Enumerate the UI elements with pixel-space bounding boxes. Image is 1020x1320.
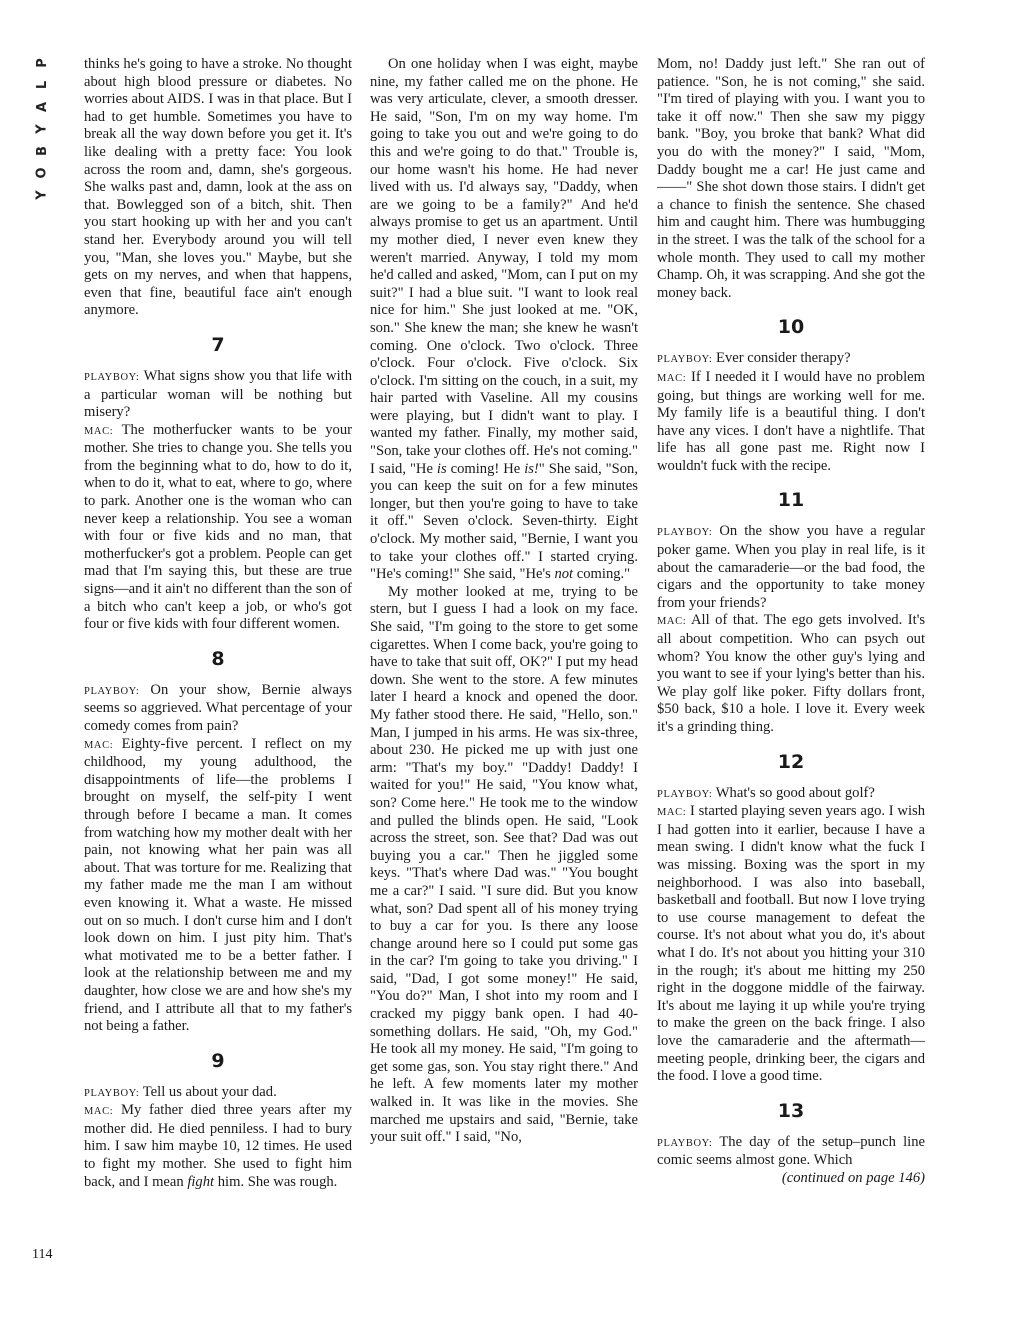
paragraph: thinks he's going to have a stroke. No thought about high blood pressure or diabetes. No worries about AIDS. I was in that place. But I had to get humble. Sometimes you have to break all the way down before you get it. It's like dealing with a pretty face: You look across the room and, damn, she's gorgeous. She walks past and, damn, look at the ass on that. Bowlegged son of a bitch, shit. Then you start hooking up with her and you can't stand her. Everybody around you will tell you, "Man, she loves you." Maybe, but she gets on my nerves, and when that happens, even that fine, beautiful face ain't enough anymore. (84, 56, 352, 319)
masthead-letter: Y (34, 124, 50, 134)
answer: MAC: All of that. The ego gets involved. It's all about competition. Who can psych out whom? You know the other guy's lying and you want to see if your lying's better than his. We play golf like poker. Fifty dollars front, $50 back, $10 a hole. I love it. Every week it's a grinding thing. (657, 612, 926, 735)
question-number: 13 (777, 1099, 805, 1122)
masthead-letter: O (35, 167, 50, 179)
question: PLAYBOY: What's so good about golf? (657, 784, 875, 801)
masthead-letter: B (34, 146, 50, 156)
speaker-label: MAC: (84, 425, 114, 437)
speaker-label: MAC: (657, 807, 687, 819)
masthead (30, 52, 56, 206)
speaker-label: PLAYBOY: (84, 685, 140, 697)
question-number: 8 (211, 647, 225, 670)
answer: MAC: I started playing seven years ago. I wish I had gotten into it earlier, because I have a mean swing. I didn't know what the fuck I was missing. Boxing was the sport in my neighborhood. I was also into baseball, basketball and football. But now I love trying to use course management to defeat the course. It's not about what you do, it's about what I do. It's not about you hitting your 310 in the rough; it's about me hitting my 250 right in the doggone middle of the fairway. It's about me laying it up while you're trying to make the green on the back fringe. I also love the camaraderie and the aftermath—meeting people, drinking beer, the cigars and the food. I love a good time. (657, 803, 925, 1085)
paragraph: My mother looked at me, trying to be stern, but I guess I had a look on my face. She said, "I'm going to the store to get some cigarettes. When I come back, you're going to have to take that suit off, OK?" I put my head down. She went to the store. A few minutes later I heard a knock and opened the door. My father stood there. He said, "Hello, son." Man, I jumped in his arms. He was six-three, about 230. He picked me up with just one arm: "That's my boy." "Daddy! Daddy! I waited for you!" He said, "You know what, son? Come here." He took me to the window and pulled the blinds open. He said, "Look across the street, son. See that? Dad was out buying you a car." Then he jiggled some keys. "That's where Dad was." "You bought me a car?" I said. "I sure did. But you know what, son? Dad spent all of his money trying to buy a car for you. Is there any loose change around here so I could put some gas in the car? I'm going to take you driving." I said, "Dad, I got some money!" He said, "You do?" Man, I shot into my room and I cracked my piggy bank open. I had 40-something dollars. He said, "Oh, my God." He took all my money. He said, "I'm going to get some gas, son. You stay right there." And he left. A few moments later my mother walked in. It was like in the movies. She marched me upstairs and said, "Bernie, take your suit off." I said, "No, (370, 583, 638, 1146)
masthead-letter: P (35, 58, 50, 68)
speaker-label: PLAYBOY: (657, 1137, 713, 1149)
speaker-label: PLAYBOY: (657, 788, 713, 800)
speaker-label: PLAYBOY: (657, 354, 713, 366)
column-1 (84, 56, 352, 1191)
answer: MAC: My father died three years after my mother did. He died penniless. I had to bury him. I saw him maybe 10, 12 times. He used to fight my mother. She used to fight him back, and I mean fight him. She was rough. (84, 1102, 352, 1190)
question: PLAYBOY: The day of the setup–punch line comic seems almost gone. Which (657, 1133, 925, 1169)
speaker-label: MAC: (657, 616, 687, 628)
question-number: 10 (777, 316, 805, 339)
speaker-label: PLAYBOY: (84, 371, 140, 383)
page-number: 114 (32, 1247, 53, 1262)
question: PLAYBOY: Ever consider therapy? (657, 350, 851, 367)
question: PLAYBOY: What signs show you that life with a particular woman will be nothing but misery? (84, 367, 353, 421)
question-number: 9 (211, 1049, 225, 1072)
question-number: 12 (777, 750, 805, 773)
speaker-label: MAC: (84, 1106, 114, 1118)
question: PLAYBOY: On your show, Bernie always seems so aggrieved. What percentage of your comedy comes from pain? (84, 681, 352, 734)
question: PLAYBOY: On the show you have a regular poker game. When you play in real life, is it about the camaraderie—or the bad food, the cigars and the opportunity to take money from your friends? (657, 523, 925, 611)
answer: MAC: Eighty-five percent. I reflect on my childhood, my young adulthood, the disappointments of life—the problems I brought on myself, the self-pity I went through before I became a man. It comes from watching how my mother dealt with her pain, not knowing what her pain was all about. That was torture for me. Realizing that my father made me the man I am without even knowing it. What a waste. He missed out on so much. I don't curse him and I don't look down on him. I just pity him. That's what motivated me to be a better father. I look at the relationship between me and my daughter, how close we are and how she's my friend, and I attribute all that to my father's not being a father. (84, 735, 352, 1035)
speaker-label: PLAYBOY: (657, 527, 713, 539)
column-3 (657, 56, 925, 1187)
column-2 (370, 56, 638, 1147)
speaker-label: PLAYBOY: (84, 1087, 140, 1099)
paragraph: On one holiday when I was eight, maybe nine, my father called me on the phone. He was very articulate, clever, a smooth dresser. He said, "Son, I'm on my way home. I'm going to take you out and we're going to do this and we're going to do that." Trouble is, our home wasn't his home. He had never lived with us. I'd always say, "Daddy, when are we going to be a family?" And he'd always promise to get us an apartment. Until my mother died, I never even knew they weren't married. Anyway, I told my mom he'd called and asked, "Mom, can I put on my suit?" I had a blue suit. "I want to look real nice for him." She just looked at me. "OK, son." She knew the man; she knew he wasn't coming. One o'clock. Two o'clock. Three o'clock. Four o'clock. Five o'clock. Six o'clock. I'm sitting on the couch, in a suit, my hair parted with Vaseline. All my cousins were playing, but I didn't want to play. I wanted my father. Finally, my mother said, "Son, take your clothes off. He's not coming." I said, "He is coming! He is!" She said, "Son, you can keep the suit on for a few minutes longer, but then you're going to have to take it off." Seven o'clock. Seven-thirty. Eight o'clock. My mother said, "Bernie, I want you to take your clothes off." I started crying. "He's coming!" She said, "He's not coming." (370, 56, 639, 583)
masthead-letter: Y (34, 190, 50, 200)
masthead-letter: A (35, 101, 50, 113)
masthead-letter: L (34, 80, 50, 90)
question-number: 7 (211, 333, 225, 356)
speaker-label: MAC: (657, 372, 687, 384)
question-number: 11 (777, 489, 805, 512)
question: PLAYBOY: Tell us about your dad. (84, 1083, 277, 1100)
answer: MAC: If I needed it I would have no problem going, but things are working well for me. My family life is a beautiful thing. I don't have any vices. I don't have a nightlife. That life has all gone past me. Right now I wouldn't fuck with the recipe. (657, 368, 925, 474)
answer: MAC: The motherfucker wants to be your mother. She tries to change you. She tells you from the beginning what to do, how to do it, when to do it, what to eat, where to go, where to park. Another one is the woman who can never keep a relationship. You see a woman with four or five kids and no man, that motherfucker's got a problem. People can get mad that I'm saying this, but these are true signs—and it ain't no different than the son of a bitch who can't keep a job, or who's got four or five kids with four different women. (84, 421, 352, 633)
speaker-label: MAC: (84, 739, 114, 751)
paragraph: Mom, no! Daddy just left." She ran out of patience. "Son, he is not coming," she said. "I'm tired of playing with you. I want you to take it off now." Then she saw my piggy bank. "Boy, you broke that bank? What did you do with the money?" I said, "Mom, Daddy bought me a car! He just came and——" She shot down those stairs. I didn't get a chance to finish the sentence. She chased him and caught him. There was humbugging in the street. I was the talk of the school for a whole month. They used to call my mother Champ. Oh, it was scrapping. And she got the money back. (657, 56, 925, 301)
continued-note: (continued on page 146) (781, 1169, 925, 1186)
